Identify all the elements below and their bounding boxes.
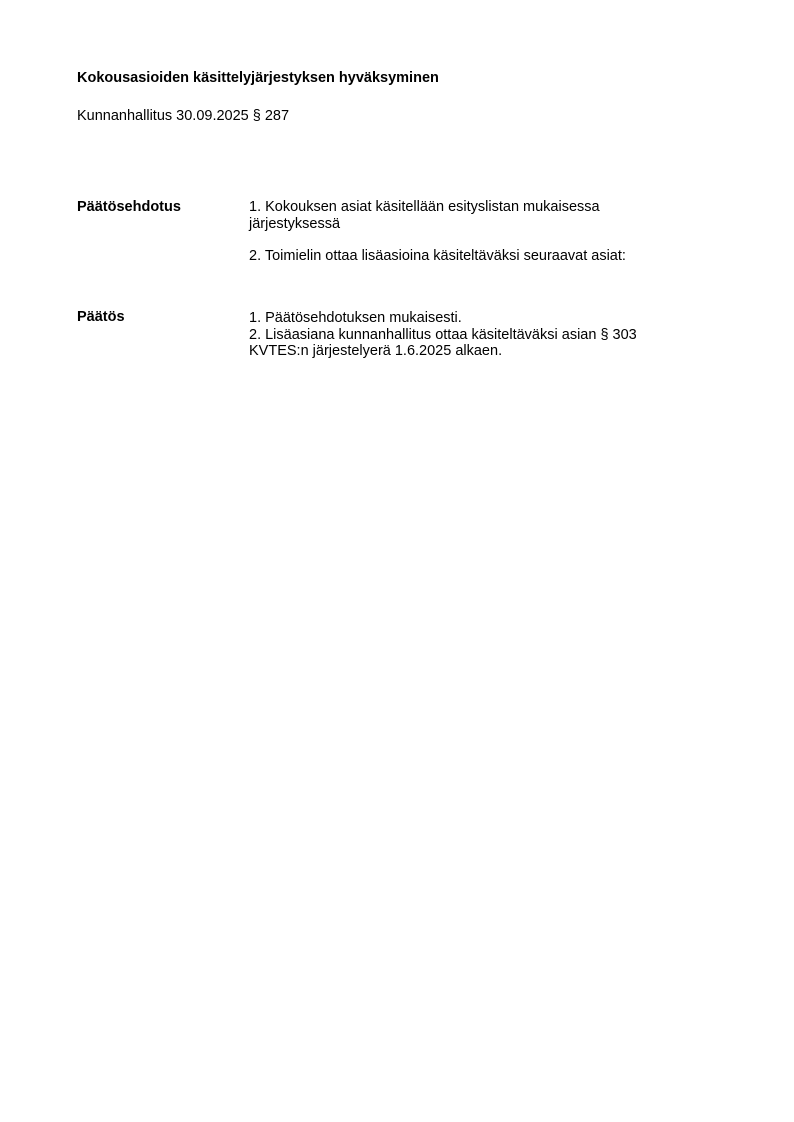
proposal-label: Päätösehdotus: [77, 199, 181, 215]
proposal-body: [249, 199, 709, 265]
decision-item-2-line-2: KVTES:n järjestelyerä 1.6.2025 alkaen.: [249, 343, 503, 359]
proposal-item-2: 2. Toimielin ottaa lisäasioina käsiteltäväksi seuraavat asiat:: [249, 248, 626, 264]
meeting-reference: Kunnanhallitus 30.09.2025 § 287: [77, 108, 290, 124]
decision-item-1: 1. Päätösehdotuksen mukaisesti.: [249, 310, 462, 326]
proposal-item-1-line-1: 1. Kokouksen asiat käsitellään esityslistan mukaisessa: [249, 199, 600, 215]
proposal-item-1-line-2: järjestyksessä: [249, 215, 341, 232]
decision-body: [249, 310, 709, 360]
decision-label: Päätös: [77, 309, 125, 325]
document-title: Kokousasioiden käsittelyjärjestyksen hyväksyminen: [77, 70, 439, 86]
decision-item-2-line-1: 2. Lisäasiana kunnanhallitus ottaa käsiteltäväksi asian § 303: [249, 326, 637, 343]
